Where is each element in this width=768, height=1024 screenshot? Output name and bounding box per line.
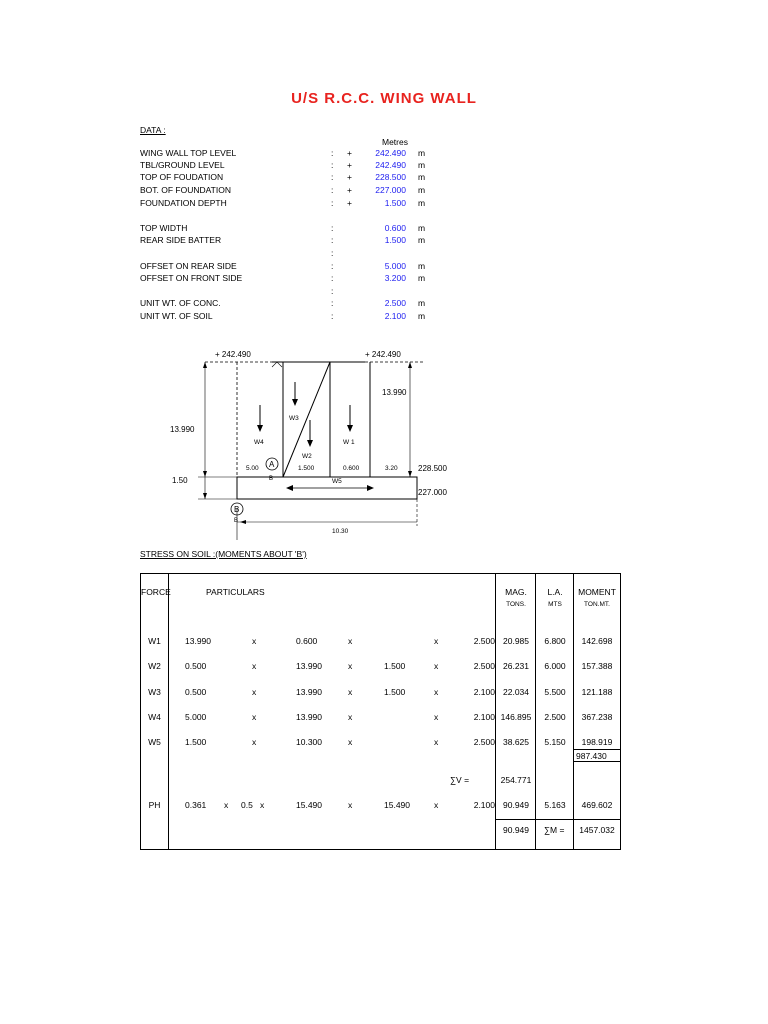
row-x-1: x (252, 661, 257, 671)
data-row-label: TOP WIDTH (140, 223, 188, 233)
row-la: 5.150 (544, 737, 566, 747)
offset-rear-label: 5.00 (246, 465, 259, 472)
col-header-la: L.A. (547, 587, 563, 597)
height-left-label: 13.990 (170, 425, 195, 434)
row-mag: 20.985 (503, 636, 529, 646)
w2-label: W2 (302, 453, 312, 460)
data-row-value: 0.600 (384, 223, 406, 233)
row-x-3: x (434, 687, 439, 697)
top-width-label: 0.600 (343, 465, 360, 472)
row-factor-1: 1.500 (185, 737, 207, 747)
row-la: 5.500 (544, 687, 566, 697)
data-row-colon: : (331, 273, 334, 283)
point-b-small-label-1: B (269, 476, 274, 482)
data-row-colon: : (331, 235, 334, 245)
row-x-3: x (434, 737, 439, 747)
data-row-value: 5.000 (384, 261, 406, 271)
bot-foundation-label: 227.000 (418, 488, 447, 497)
w1-label: W 1 (343, 439, 355, 446)
row-force: W1 (148, 636, 161, 646)
top-foundation-label: 228.500 (418, 464, 447, 473)
page-title: U/S R.C.C. WING WALL (291, 90, 477, 107)
batter-label: 1.500 (298, 465, 315, 472)
row-moment: 142.698 (581, 636, 613, 646)
top-level-left-label: + 242.490 (215, 350, 251, 359)
row-factor-2: 13.990 (296, 687, 322, 697)
row-x-1: x (252, 687, 257, 697)
data-row-label: REAR SIDE BATTER (140, 235, 222, 245)
data-row-unit: m (418, 185, 426, 195)
ph-x-b: x (260, 800, 265, 810)
ph-x-2: x (348, 800, 353, 810)
row-force: W5 (148, 737, 161, 747)
col-header-force: FORCE (141, 587, 171, 597)
ph-height-1: 15.490 (296, 800, 322, 810)
data-row-unit: m (418, 261, 426, 271)
row-factor-1: 5.000 (185, 712, 207, 722)
total-width-label: 10.30 (332, 528, 349, 535)
data-row-sign: + (347, 172, 352, 182)
data-row-colon: : (331, 286, 334, 296)
row-mag: 26.231 (503, 661, 529, 671)
data-row-label: TOP OF FOUDATION (140, 172, 224, 182)
data-row-sign: + (347, 185, 352, 195)
row-x-2: x (348, 636, 353, 646)
row-factor-1: 13.990 (185, 636, 211, 646)
sum-m-value: 1457.032 (579, 825, 615, 835)
stress-heading: STRESS ON SOIL :(MOMENTS ABOUT 'B') (140, 549, 307, 559)
row-force: W2 (148, 661, 161, 671)
row-factor-2: 13.990 (296, 712, 322, 722)
point-b-small-label-2: B (234, 518, 239, 524)
top-level-right-label: + 242.490 (365, 350, 401, 359)
data-row-value: 227.000 (375, 185, 406, 195)
ph-la: 5.163 (544, 800, 566, 810)
final-mag: 90.949 (503, 825, 529, 835)
row-moment: 198.919 (581, 737, 613, 747)
col-header-moment-unit: TON.MT. (584, 601, 610, 608)
sum-v-label: ∑V = (450, 775, 470, 785)
row-moment: 121.188 (581, 687, 613, 697)
data-row-label: TBL/GROUND LEVEL (140, 160, 225, 170)
row-unit-weight: 2.500 (473, 636, 495, 646)
row-unit-weight: 2.500 (473, 661, 495, 671)
row-unit-weight: 2.100 (473, 687, 495, 697)
data-row-label: UNIT WT. OF SOIL (140, 311, 213, 321)
point-a-label: A (269, 460, 275, 469)
row-x-2: x (348, 687, 353, 697)
row-x-2: x (348, 661, 353, 671)
col-header-la-unit: MTS (548, 601, 562, 608)
data-row-label: UNIT WT. OF CONC. (140, 298, 221, 308)
wing-wall-diagram (160, 340, 480, 540)
data-row-value: 3.200 (384, 273, 406, 283)
data-row-colon: : (331, 311, 334, 321)
data-row-unit: m (418, 223, 426, 233)
w4-label: W4 (254, 439, 264, 446)
row-factor-2: 10.300 (296, 737, 322, 747)
ph-coefficient: 0.361 (185, 800, 207, 810)
data-row-label: OFFSET ON FRONT SIDE (140, 273, 243, 283)
data-row-unit: m (418, 148, 426, 158)
data-row-unit: m (418, 172, 426, 182)
data-heading: DATA : (140, 125, 166, 135)
footing-depth-label: 1.50 (172, 476, 188, 485)
data-row-colon: : (331, 148, 334, 158)
row-force: W3 (148, 687, 161, 697)
data-row-sign: + (347, 160, 352, 170)
data-row-value: 228.500 (375, 172, 406, 182)
row-mag: 22.034 (503, 687, 529, 697)
data-row-unit: m (418, 235, 426, 245)
data-row-colon: : (331, 198, 334, 208)
data-row-value: 242.490 (375, 148, 406, 158)
w3-label: W3 (289, 415, 299, 422)
ph-height-2: 15.490 (384, 800, 410, 810)
row-mag: 38.625 (503, 737, 529, 747)
data-row-value: 1.500 (384, 198, 406, 208)
row-x-3: x (434, 636, 439, 646)
data-row-value: 2.100 (384, 311, 406, 321)
ph-mag: 90.949 (503, 800, 529, 810)
row-factor-2: 13.990 (296, 661, 322, 671)
data-row-colon: : (331, 298, 334, 308)
row-x-2: x (348, 712, 353, 722)
col-header-particulars: PARTICULARS (206, 587, 265, 597)
data-row-label: BOT. OF FOUNDATION (140, 185, 231, 195)
data-row-value: 1.500 (384, 235, 406, 245)
row-factor-3: 1.500 (384, 661, 406, 671)
row-factor-3: 1.500 (384, 687, 406, 697)
data-row-label: OFFSET ON REAR SIDE (140, 261, 237, 271)
row-x-3: x (434, 661, 439, 671)
row-unit-weight: 2.100 (473, 712, 495, 722)
row-la: 6.800 (544, 636, 566, 646)
data-row-unit: m (418, 198, 426, 208)
data-row-colon: : (331, 261, 334, 271)
data-row-label: WING WALL TOP LEVEL (140, 148, 237, 158)
ph-x-a: x (224, 800, 229, 810)
data-row-label: FOUNDATION DEPTH (140, 198, 227, 208)
ph-x-3: x (434, 800, 439, 810)
col-header-moment: MOMENT (578, 587, 616, 597)
row-la: 2.500 (544, 712, 566, 722)
ph-force: PH (148, 800, 161, 810)
sum-m-label: ∑M = (544, 825, 565, 835)
data-row-colon: : (331, 223, 334, 233)
ph-moment: 469.602 (581, 800, 613, 810)
data-row-sign: + (347, 148, 352, 158)
col-header-mag-unit: TONS. (506, 601, 526, 608)
moment-subtotal: 987.430 (576, 751, 607, 761)
row-factor-2: 0.600 (296, 636, 318, 646)
row-mag: 146.895 (500, 712, 532, 722)
data-row-unit: m (418, 311, 426, 321)
row-force: W4 (148, 712, 161, 722)
row-factor-1: 0.500 (185, 687, 207, 697)
row-x-1: x (252, 712, 257, 722)
data-row-sign: + (347, 198, 352, 208)
data-row-value: 242.490 (375, 160, 406, 170)
w5-label: W5 (332, 478, 342, 485)
data-row-unit: m (418, 298, 426, 308)
row-la: 6.000 (544, 661, 566, 671)
ph-unit-weight: 2.100 (473, 800, 495, 810)
row-x-3: x (434, 712, 439, 722)
row-x-2: x (348, 737, 353, 747)
row-x-1: x (252, 636, 257, 646)
col-header-mag: MAG. (505, 587, 527, 597)
row-moment: 367.238 (581, 712, 613, 722)
row-x-1: x (252, 737, 257, 747)
data-row-colon: : (331, 172, 334, 182)
units-heading: Metres (382, 137, 408, 147)
data-row-colon: : (331, 160, 334, 170)
data-row-unit: m (418, 160, 426, 170)
data-row-colon: : (331, 248, 334, 258)
row-moment: 157.388 (581, 661, 613, 671)
offset-front-label: 3.20 (385, 465, 398, 472)
data-row-value: 2.500 (384, 298, 406, 308)
data-row-unit: m (418, 273, 426, 283)
data-row-colon: : (331, 185, 334, 195)
row-factor-1: 0.500 (185, 661, 207, 671)
height-right-label: 13.990 (382, 388, 407, 397)
row-unit-weight: 2.500 (473, 737, 495, 747)
ph-half: 0.5 (241, 800, 253, 810)
sum-v-value: 254.771 (500, 775, 532, 785)
point-b-label: B (234, 505, 240, 514)
